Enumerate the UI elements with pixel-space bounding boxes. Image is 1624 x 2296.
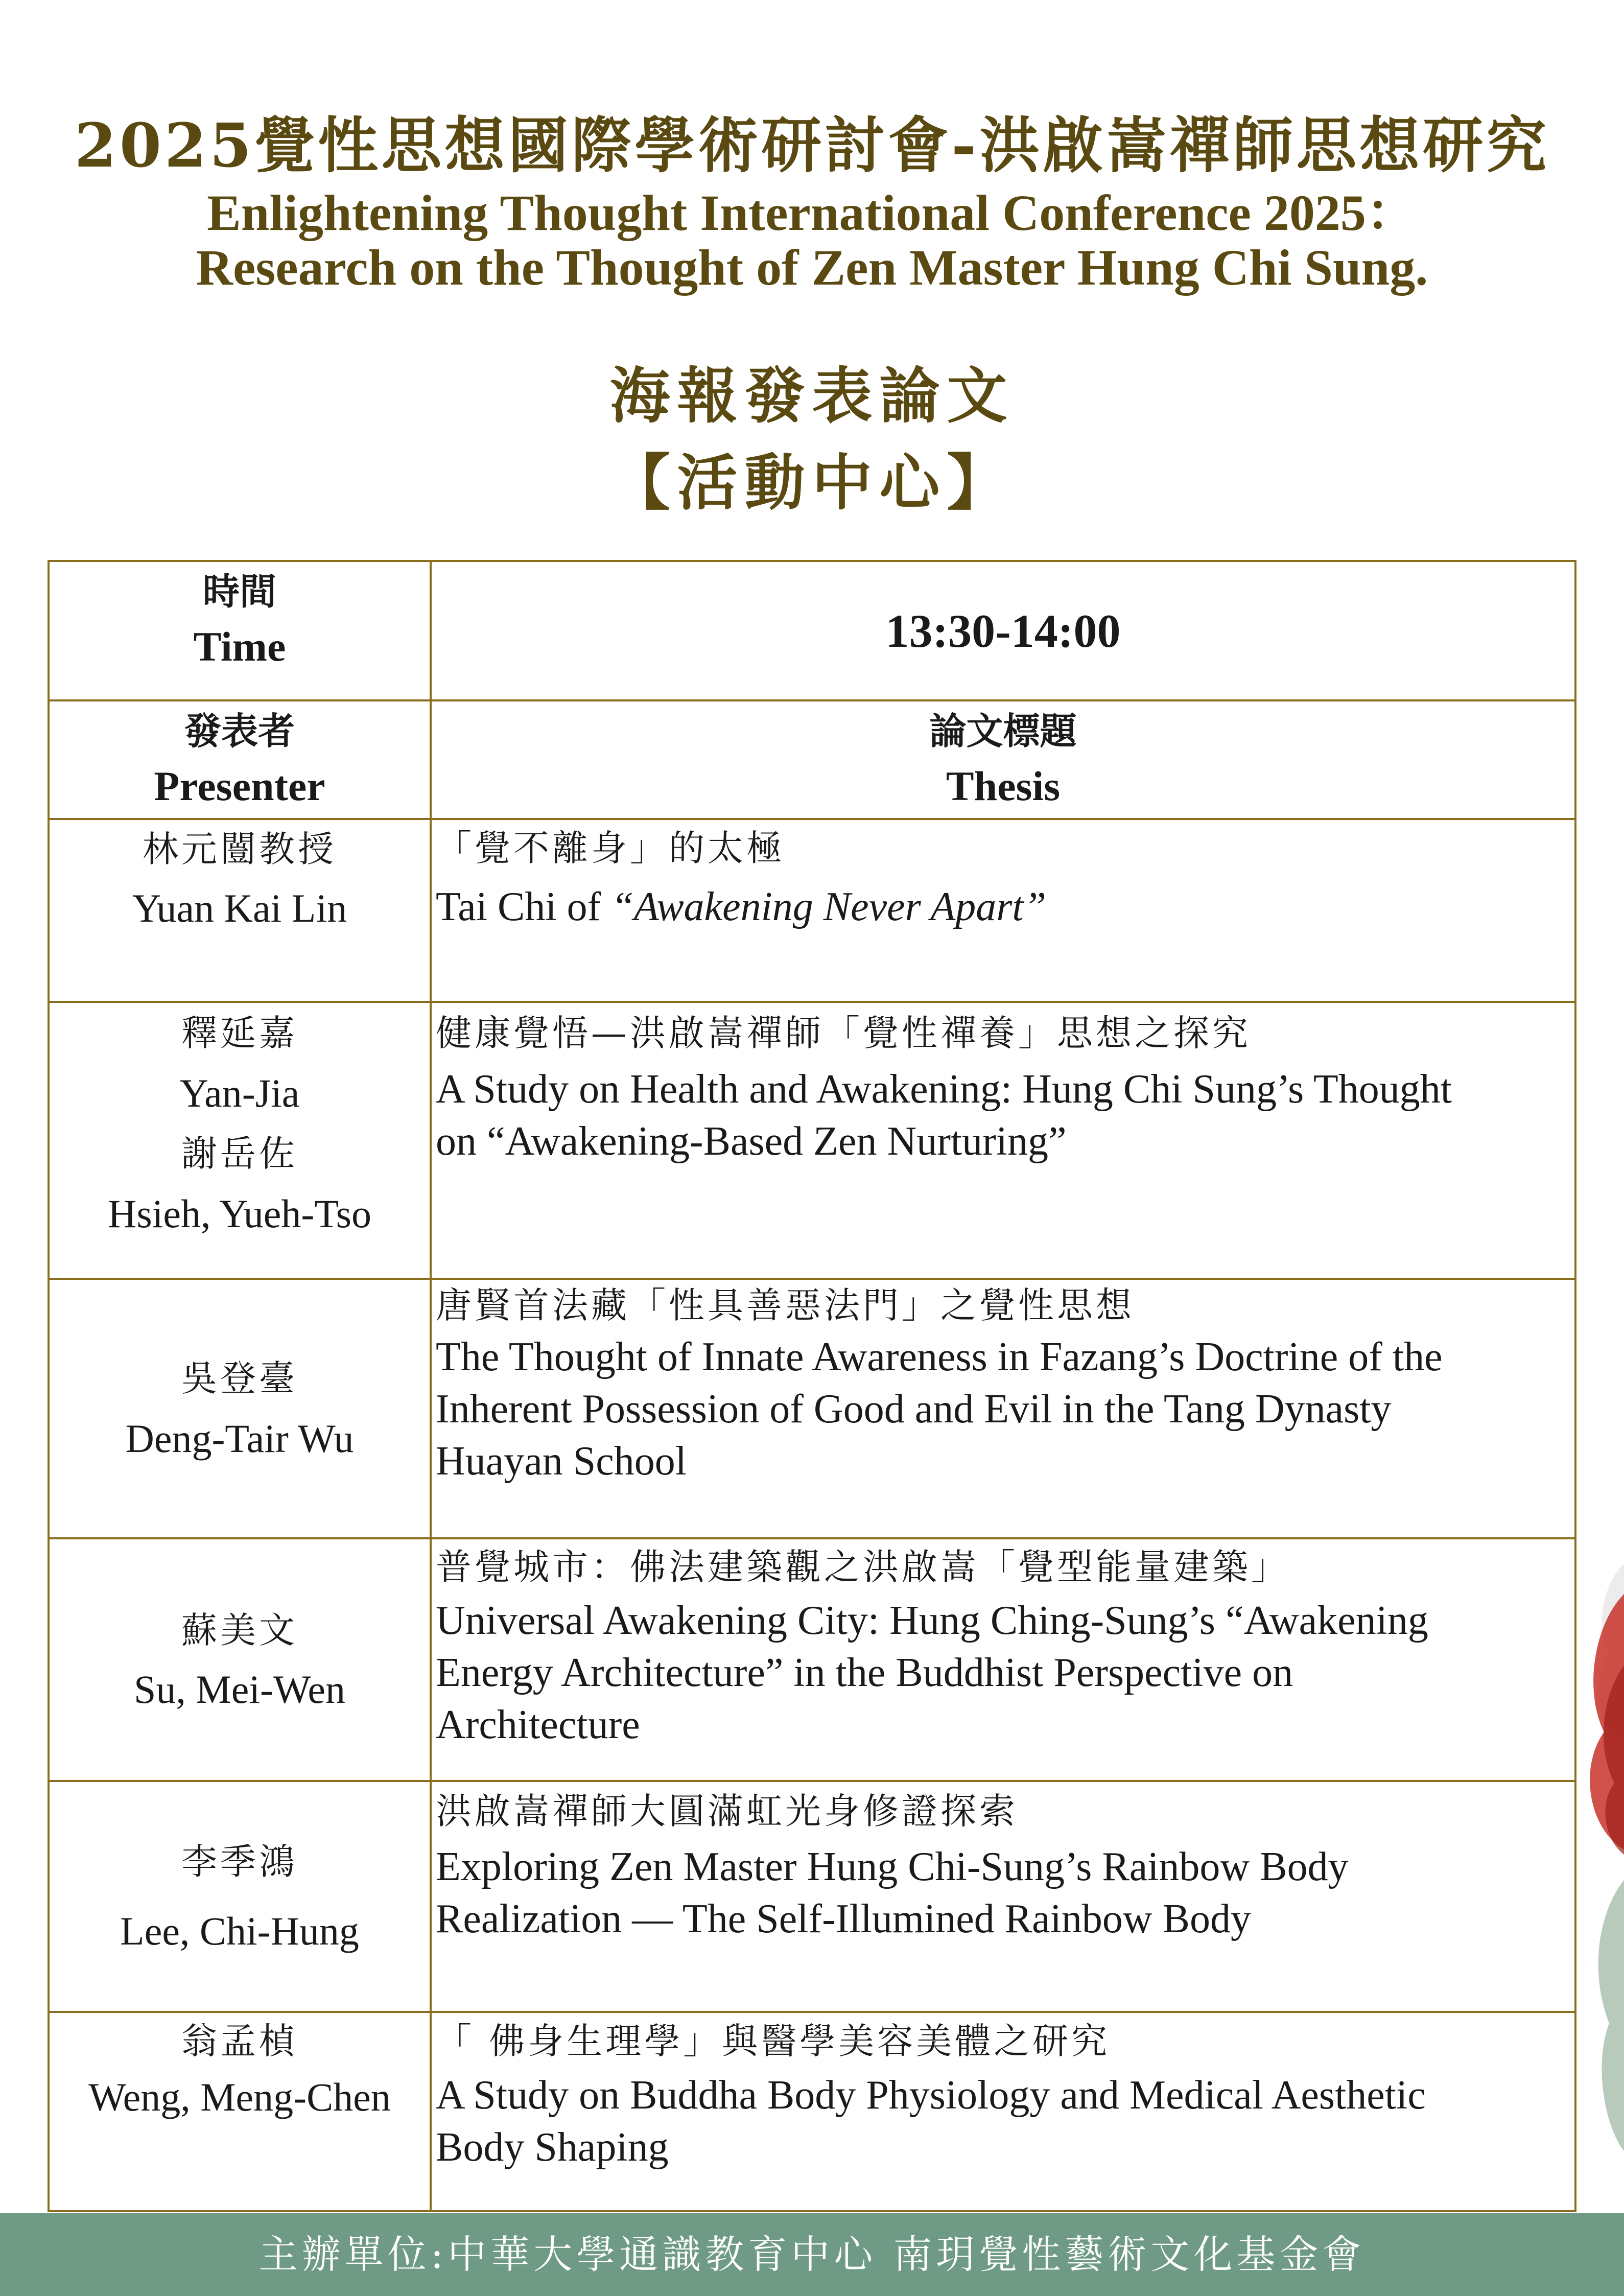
presenter-name-zh: 謝岳佐 <box>181 1133 298 1175</box>
presenter-cell <box>49 1781 431 2012</box>
table-row <box>49 1538 1575 1781</box>
thesis-title-en-line: Body Shaping <box>436 2125 669 2170</box>
thesis-header-cell <box>431 700 1575 819</box>
poster-schedule-table <box>48 560 1576 2212</box>
presenter-name-en: Yuan Kai Lin <box>132 886 347 930</box>
thesis-title-en-prefix: Tai Chi of <box>436 884 611 929</box>
presenter-name-zh: 林元闓教授 <box>143 828 337 870</box>
thesis-cell <box>431 1279 1575 1538</box>
thesis-title-en <box>436 876 1572 938</box>
thesis-title-en-line: on “Awakening-Based Zen Nurturing” <box>436 1119 1067 1164</box>
thesis-title-zh: 唐賢首法藏「性具善惡法門」之覺性思想 <box>436 1284 1135 1326</box>
thesis-title-en-line: Universal Awakening City: Hung Ching-Sung’s “Awakening <box>436 1598 1428 1643</box>
organizer-footer-bar <box>0 2213 1624 2296</box>
presenter-name-en: Lee, Chi-Hung <box>120 1909 359 1953</box>
time-header-cell <box>49 561 431 700</box>
presenter-name-zh: 吳登臺 <box>181 1357 298 1399</box>
thesis-title-en-line: Energy Architecture” in the Buddhist Perspective on <box>436 1650 1293 1695</box>
thesis-title-en-line: The Thought of Innate Awareness in Fazang’s Doctrine of the <box>436 1334 1443 1379</box>
decorative-peony-painting <box>1573 1563 1624 2176</box>
thesis-title-en-line: Huayan School <box>436 1439 687 1484</box>
presenter-name-en: Hsieh, Yueh-Tso <box>108 1191 371 1236</box>
thesis-label-en: Thesis <box>946 763 1061 809</box>
thesis-title-en-line: Architecture <box>436 1702 640 1747</box>
time-label-en: Time <box>193 623 286 670</box>
table-row <box>49 1781 1575 2012</box>
thesis-label-zh: 論文標題 <box>929 709 1077 753</box>
presenter-cell <box>49 1002 431 1279</box>
time-row <box>49 561 1575 700</box>
thesis-title-zh: 普覺城市：佛法建築觀之洪啟嵩「覺型能量建築」 <box>436 1546 1290 1588</box>
thesis-cell <box>431 2012 1575 2211</box>
thesis-title-en-line: Realization — The Self-Illumined Rainbow Body <box>436 1896 1252 1941</box>
thesis-cell <box>431 1781 1575 2012</box>
thesis-title-zh: 「覺不離身」的太極 <box>436 827 785 869</box>
thesis-cell <box>431 1538 1575 1781</box>
presenter-header-cell <box>49 700 431 819</box>
presenter-name-zh: 李季鴻 <box>181 1841 298 1883</box>
presenter-name-zh: 翁孟楨 <box>181 2020 298 2062</box>
conference-title-en-line2: Research on the Thought of Zen Master Hung Chi Sung. <box>196 239 1428 296</box>
table-row <box>49 819 1575 1002</box>
presenter-name-zh: 釋延嘉 <box>181 1012 298 1054</box>
time-label-zh: 時間 <box>202 570 276 613</box>
presenter-name-zh: 蘇美文 <box>181 1609 298 1651</box>
presenter-cell <box>49 819 431 1002</box>
thesis-title-en-line: Exploring Zen Master Hung Chi-Sung’s Rainbow Body <box>436 1844 1349 1889</box>
thesis-title-zh: 「 佛身生理學」與醫學美容美體之研究 <box>436 2020 1111 2062</box>
venue-label: 【活動中心】 <box>609 447 1015 518</box>
thesis-title-zh: 洪啟嵩禪師大圓滿虹光身修證探索 <box>436 1790 1018 1832</box>
thesis-cell <box>431 1002 1575 1279</box>
presenter-cell <box>49 2012 431 2211</box>
conference-title-zh: 2025覺性思想國際學術研討會-洪啟嵩禪師思想研究 <box>74 110 1550 181</box>
presenter-label-zh: 發表者 <box>184 709 295 753</box>
presenter-label-en: Presenter <box>154 763 325 809</box>
table-row <box>49 2012 1575 2211</box>
thesis-title-en-line: Inherent Possession of Good and Evil in the Tang Dynasty <box>436 1387 1392 1432</box>
thesis-title-en-italic: “Awakening Never Apart” <box>611 884 1047 929</box>
time-value: 13:30-14:00 <box>431 561 1575 700</box>
presenter-name-en: Yan-Jia <box>179 1071 300 1115</box>
thesis-cell <box>431 819 1575 1002</box>
presenter-name-en: Su, Mei-Wen <box>134 1667 345 1712</box>
conference-title-en-line1: Enlightening Thought International Conference 2025： <box>207 184 1417 241</box>
thesis-title-zh: 健康覺悟—洪啟嵩禪師「覺性禪養」思想之探究 <box>436 1012 1251 1054</box>
session-subtitle: 海報發表論文 <box>609 360 1015 431</box>
thesis-title-en-line: A Study on Buddha Body Physiology and Medical Aesthetic <box>436 2073 1426 2118</box>
table-row <box>49 1279 1575 1538</box>
thesis-title-en-line: A Study on Health and Awakening: Hung Chi Sung’s Thought <box>436 1067 1452 1112</box>
column-header-row <box>49 700 1575 819</box>
organizer-text: 主辦單位:中華大學通識教育中心 南玥覺性藝術文化基金會 <box>258 2232 1366 2277</box>
table-row <box>49 1002 1575 1279</box>
presenter-cell <box>49 1538 431 1781</box>
presenter-cell <box>49 1279 431 1538</box>
presenter-name-en: Deng-Tair Wu <box>125 1416 354 1461</box>
presenter-name-en: Weng, Meng-Chen <box>88 2075 391 2119</box>
